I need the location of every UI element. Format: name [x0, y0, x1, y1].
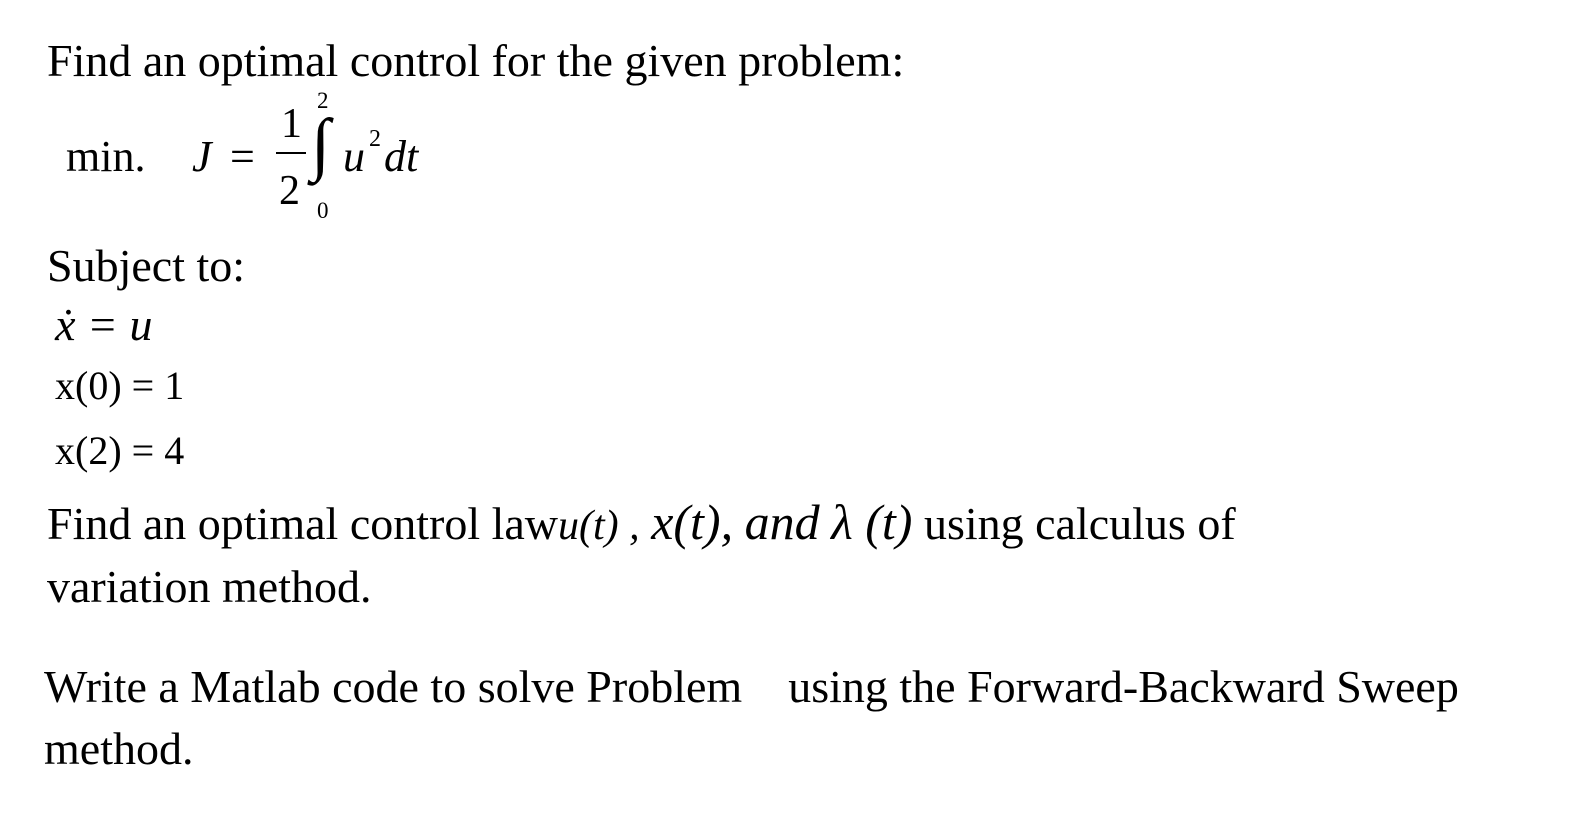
- intro-text: Find an optimal control for the given problem:: [47, 35, 905, 86]
- integrand-u: u: [343, 132, 365, 181]
- integral-upper-limit: 2: [317, 88, 329, 113]
- integrand-exponent: 2: [369, 126, 381, 152]
- cost-J: J: [192, 132, 212, 181]
- task1-text-after: using calculus of: [923, 498, 1236, 549]
- integral-lower-limit: 0: [317, 198, 329, 223]
- final-condition: x(2) = 4: [55, 428, 185, 473]
- task1-text-before: Find an optimal control law: [47, 498, 559, 549]
- min-label: min.: [66, 132, 146, 181]
- dynamics-equation: ẋ = u: [55, 299, 153, 350]
- integrand-dt: dt: [384, 132, 419, 181]
- task1-line1: [47, 494, 1236, 550]
- initial-condition: x(0) = 1: [55, 363, 185, 408]
- task1-line2: variation method.: [47, 561, 372, 612]
- task2-text-before: Write a Matlab code to solve Problem: [44, 661, 743, 712]
- fraction-denominator: 2: [279, 168, 300, 214]
- task2-text-after: using the Forward-Backward Sweep: [788, 661, 1459, 712]
- subject-to-label: Subject to:: [47, 240, 246, 291]
- fraction-bar: [276, 152, 306, 154]
- task2-line1: [44, 661, 1459, 712]
- and-word: and: [744, 494, 820, 550]
- costate-lambda-t: λ (t): [831, 494, 913, 550]
- integral-sign: ∫: [311, 106, 331, 183]
- task2-line2: method.: [44, 723, 194, 774]
- equals-sign: =: [230, 132, 255, 181]
- control-u-t: u(t) ,: [558, 503, 640, 549]
- fraction-numerator: 1: [281, 101, 302, 147]
- state-x-t: x(t),: [651, 494, 734, 550]
